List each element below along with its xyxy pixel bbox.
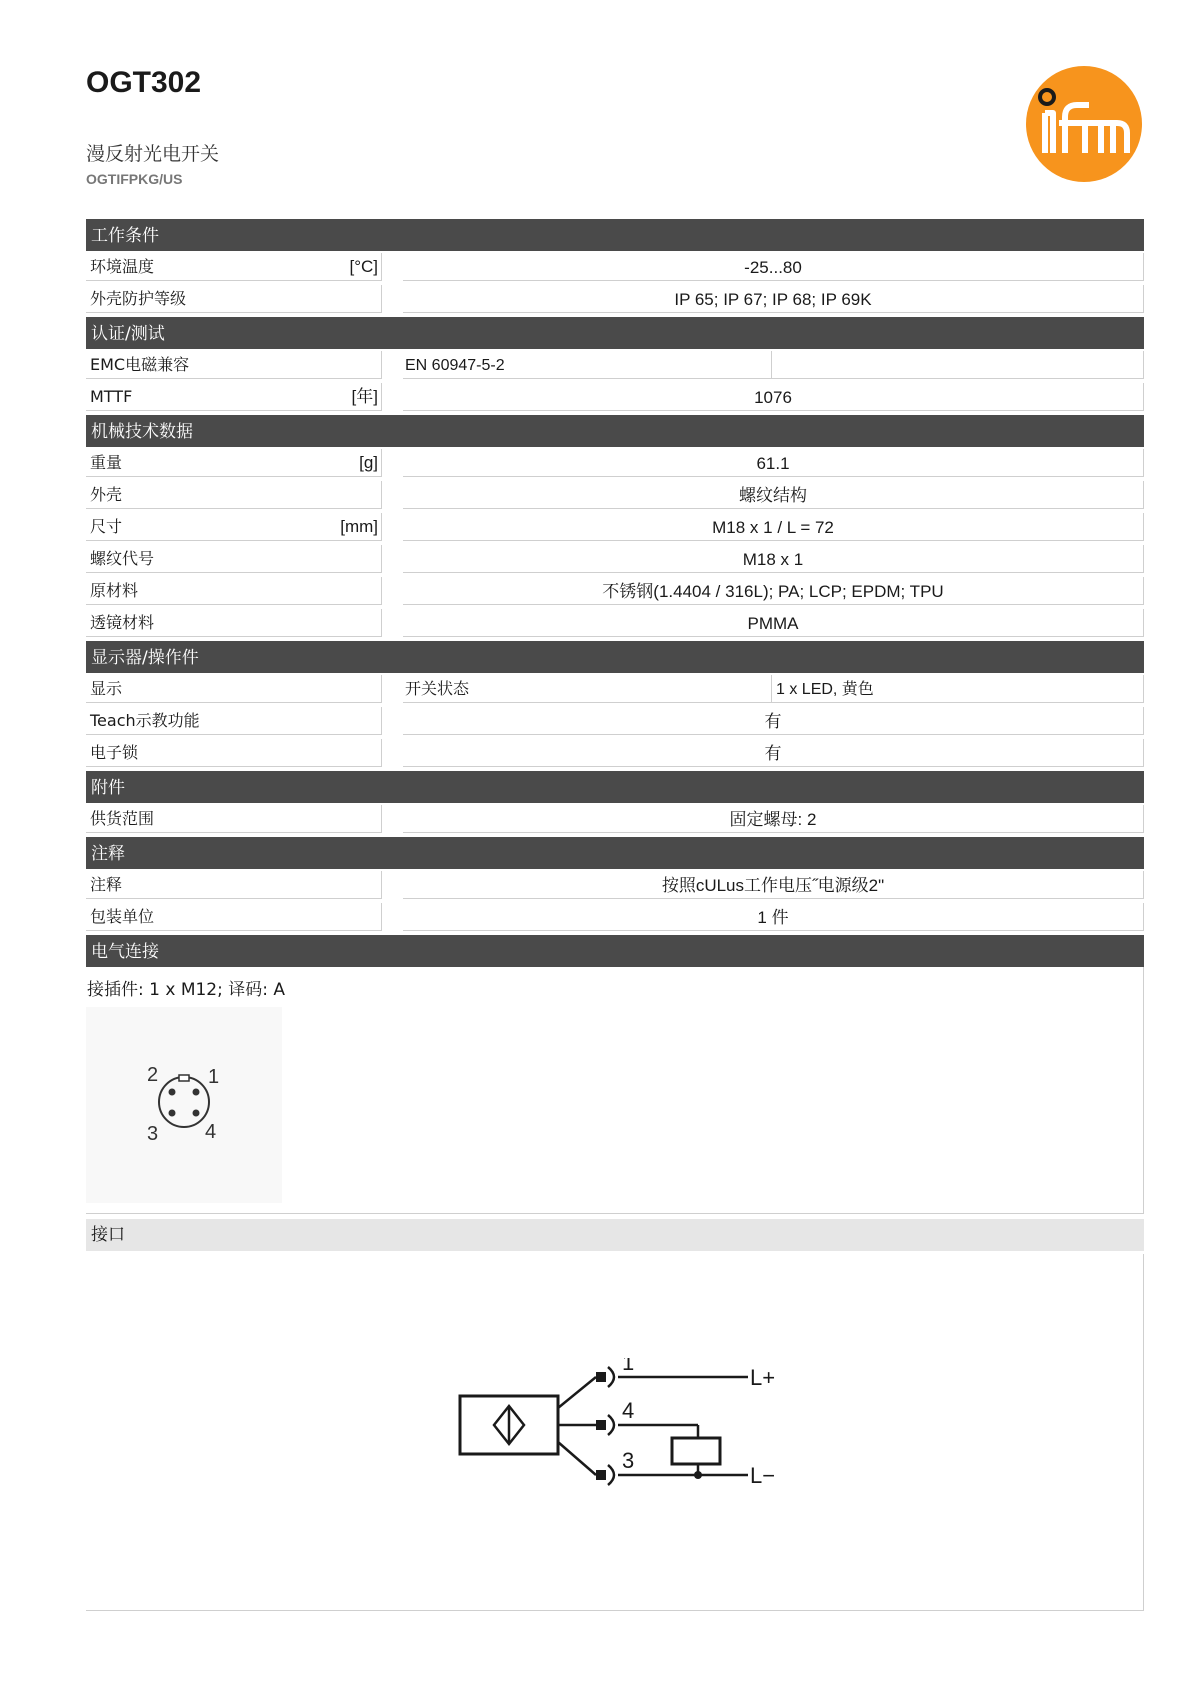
- spec-label: 原材料: [86, 577, 382, 605]
- spec-row: [86, 869, 1144, 901]
- pin-label: 3: [147, 1123, 159, 1145]
- spec-value: 不锈钢(1.4404 / 316L); PA; LCP; EPDM; TPU: [403, 577, 1144, 605]
- spec-row: [86, 349, 1144, 381]
- spec-label: MTTF: [86, 383, 382, 411]
- spec-value: M18 x 1 / L = 72: [403, 513, 1144, 541]
- spec-label: 螺纹代号: [86, 545, 382, 573]
- spec-row: [86, 575, 1144, 607]
- spec-row: [86, 511, 1144, 543]
- connector-text: 接插件: 1 x M12; 译码: A: [87, 980, 286, 1000]
- spec-row: [86, 607, 1144, 639]
- product-subtitle: 漫反射光电开关: [86, 143, 220, 165]
- section-header: 附件: [86, 771, 1144, 803]
- spec-table: [86, 219, 1144, 1611]
- section-header: 显示器/操作件: [86, 641, 1144, 673]
- pin-diagram: [86, 1007, 282, 1203]
- spec-value-left: 开关状态: [403, 675, 772, 703]
- wire-label: 1: [622, 1358, 635, 1375]
- section-header-electrical: 电气连接: [86, 935, 1144, 967]
- spec-value: 按照cULus工作电压˝电源级2": [403, 871, 1144, 899]
- spec-row: [86, 673, 1144, 705]
- spec-label: 注释: [86, 871, 382, 899]
- spec-value-left: EN 60947-5-2: [403, 351, 772, 379]
- pin-label: 2: [147, 1064, 159, 1086]
- spec-value-right: [772, 351, 1144, 379]
- spec-label: 外壳防护等级: [86, 285, 382, 313]
- spec-row: [86, 479, 1144, 511]
- spec-row: [86, 381, 1144, 413]
- spec-label: 尺寸: [86, 513, 382, 541]
- spec-value: 有: [403, 707, 1144, 735]
- rail-label-plus: L+: [750, 1365, 776, 1390]
- spec-row: [86, 737, 1144, 769]
- spec-label: 包装单位: [86, 903, 382, 931]
- spec-unit: [g]: [359, 453, 378, 472]
- interface-box: [86, 1254, 1144, 1611]
- spec-value: 61.1: [403, 449, 1144, 477]
- spec-row: [86, 543, 1144, 575]
- spec-value: PMMA: [403, 609, 1144, 637]
- ifm-logo: [1025, 65, 1143, 183]
- wire-label: 3: [622, 1448, 635, 1473]
- pin-label: 1: [208, 1066, 220, 1088]
- spec-row: [86, 901, 1144, 933]
- wire-label: 4: [622, 1398, 635, 1423]
- spec-value: M18 x 1: [403, 545, 1144, 573]
- spec-value: -25...80: [403, 253, 1144, 281]
- spec-value: 有: [403, 739, 1144, 767]
- section-header: 认证/测试: [86, 317, 1144, 349]
- spec-unit: [年]: [351, 387, 378, 406]
- section-header: 机械技术数据: [86, 415, 1144, 447]
- rail-label-minus: L−: [750, 1463, 776, 1488]
- load-box: [672, 1438, 720, 1464]
- spec-value: 1 件: [403, 903, 1144, 931]
- spec-label: 外壳: [86, 481, 382, 509]
- spec-row: [86, 283, 1144, 315]
- pin-label: 4: [205, 1121, 217, 1143]
- section-header: 注释: [86, 837, 1144, 869]
- spec-label: 供货范围: [86, 805, 382, 833]
- spec-value: IP 65; IP 67; IP 68; IP 69K: [403, 285, 1144, 313]
- spec-label: 重量: [86, 449, 382, 477]
- spec-unit: [mm]: [340, 517, 378, 536]
- spec-value-right: 1 x LED, 黄色: [772, 675, 1144, 703]
- wiring-diagram: [458, 1358, 778, 1512]
- spec-label: EMC电磁兼容: [86, 351, 382, 379]
- interface-header: 接口: [86, 1219, 1144, 1251]
- spec-row: [86, 447, 1144, 479]
- spec-label: 电子锁: [86, 739, 382, 767]
- spec-value: 1076: [403, 383, 1144, 411]
- product-title: OGT302: [86, 66, 202, 99]
- spec-value: 固定螺母: 2: [403, 805, 1144, 833]
- spec-label: 环境温度: [86, 253, 382, 281]
- spec-value: 螺纹结构: [403, 481, 1144, 509]
- spec-row: [86, 803, 1144, 835]
- section-header: 工作条件: [86, 219, 1144, 251]
- logo-text: ifm: [1083, 175, 1085, 176]
- electrical-box: [86, 967, 1144, 1214]
- spec-unit: [°C]: [349, 257, 378, 276]
- spec-label: Teach示教功能: [86, 707, 382, 735]
- spec-row: [86, 705, 1144, 737]
- spec-label: 显示: [86, 675, 382, 703]
- product-code: OGTIFPKG/US: [86, 171, 183, 187]
- spec-row: [86, 251, 1144, 283]
- spec-label: 透镜材料: [86, 609, 382, 637]
